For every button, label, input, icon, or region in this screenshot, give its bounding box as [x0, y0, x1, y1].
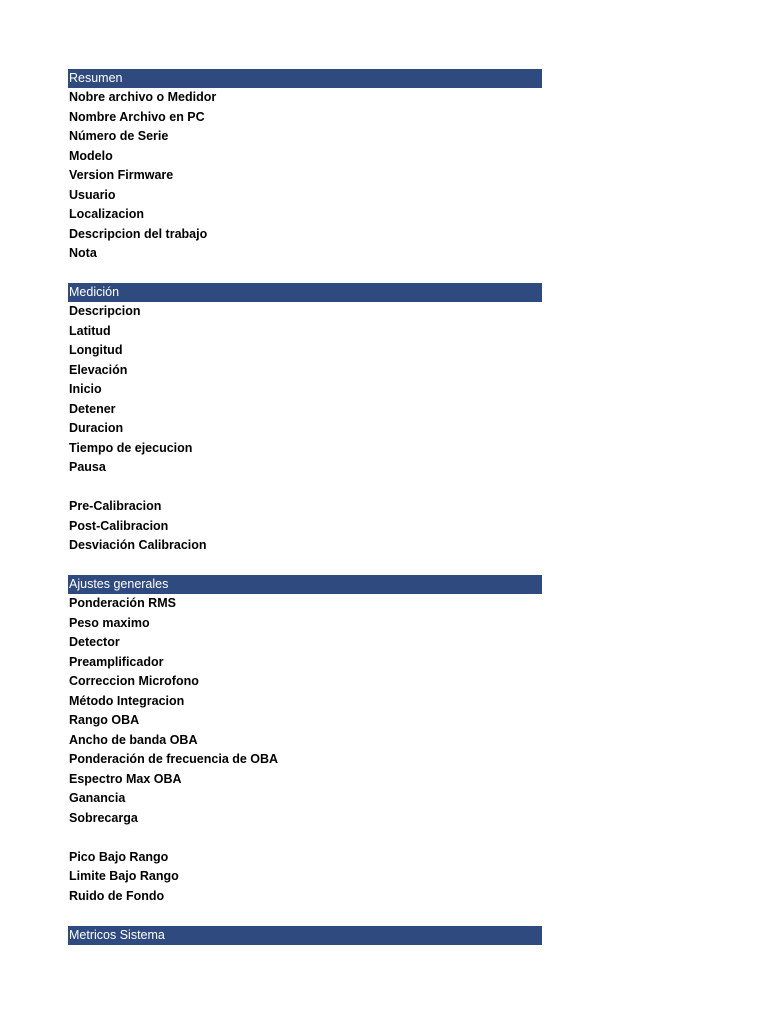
row-label: Pico Bajo Rango [69, 849, 169, 864]
row-label: Elevación [69, 362, 128, 377]
row-label: Nombre Archivo en PC [69, 109, 205, 124]
row-label: Ruido de Fondo [69, 888, 165, 903]
row-label: Modelo [69, 148, 113, 163]
row-label: Latitud [69, 323, 111, 338]
row-label: Detener [69, 401, 116, 416]
blank-row [68, 828, 542, 848]
row-label: Duracion [69, 421, 124, 435]
section-header-ajustes-generales: Ajustes generales [68, 575, 542, 594]
row-label: Ponderación de frecuencia de OBA [69, 752, 279, 766]
blank-row [68, 478, 542, 498]
row-label: Nota [69, 246, 97, 260]
section-header-metricos-sistema: Metricos Sistema [68, 926, 542, 945]
row-label: Detector [69, 635, 120, 649]
row-label: Método Integracion [69, 693, 185, 708]
spreadsheet-content [68, 69, 542, 945]
row-label: Ancho de banda OBA [69, 732, 198, 747]
blank-row [68, 906, 542, 926]
row-label: Pre-Calibracion [69, 499, 162, 513]
row-label: Longitud [69, 343, 123, 357]
row-label: Version Firmware [69, 168, 174, 182]
row-label: Descripcion [69, 304, 141, 318]
row-label: Ponderación RMS [69, 596, 176, 610]
blank-row [68, 556, 542, 576]
row-label: Tiempo de ejecucion [69, 440, 193, 455]
row-label: Desviación Calibracion [69, 538, 207, 552]
row-label: Usuario [69, 187, 116, 202]
row-label: Preamplificador [69, 654, 164, 669]
row-label: Sobrecarga [69, 810, 138, 825]
row-label: Rango OBA [69, 713, 140, 727]
row-label: Inicio [69, 382, 102, 396]
row-label: Post-Calibracion [69, 518, 169, 533]
row-label: Correccion Microfono [69, 674, 199, 688]
row-label: Pausa [69, 460, 106, 474]
row-label: Ganancia [69, 791, 126, 805]
blank-row [68, 264, 542, 284]
row-label: Número de Serie [69, 129, 169, 143]
row-label: Peso maximo [69, 615, 150, 630]
row-label: Espectro Max OBA [69, 771, 182, 786]
section-header-resumen: Resumen [68, 69, 542, 88]
section-header-medicion: Medición [68, 283, 542, 302]
row-label: Descripcion del trabajo [69, 226, 208, 241]
row-label: Limite Bajo Rango [69, 869, 179, 883]
row-label: Nobre archivo o Medidor [69, 90, 217, 104]
row-label: Localizacion [69, 207, 145, 221]
